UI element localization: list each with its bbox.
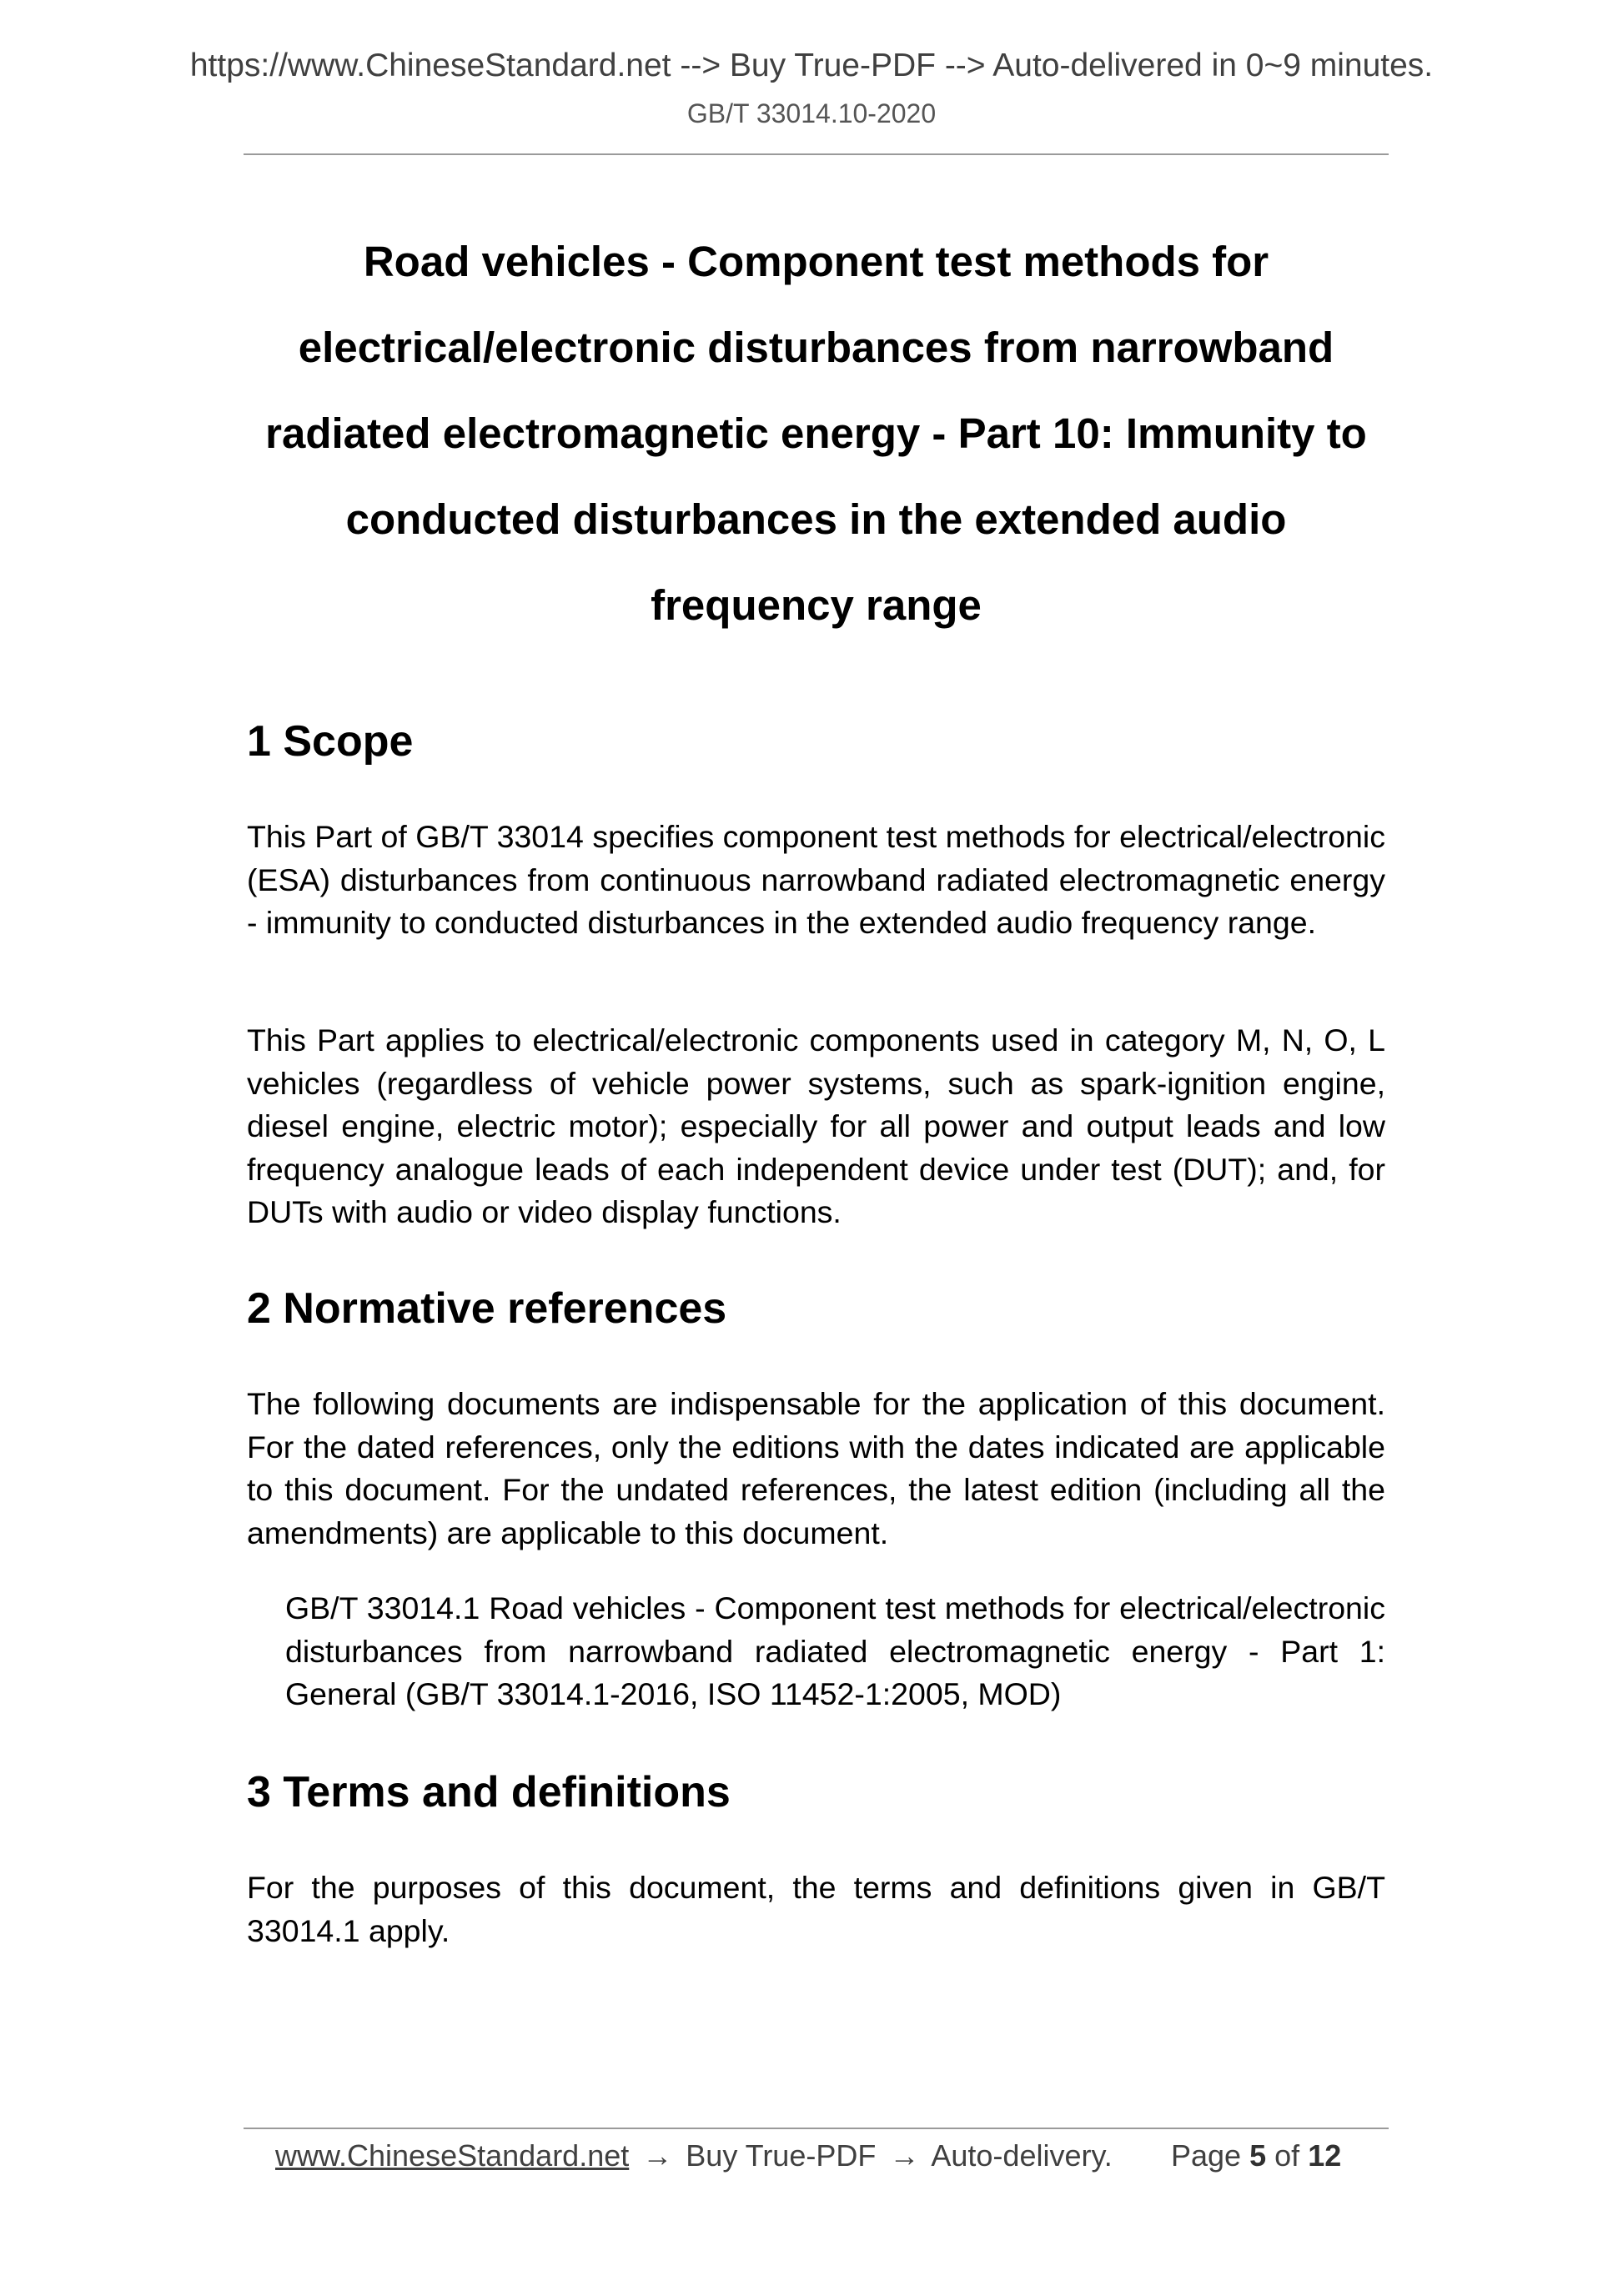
normative-references-paragraph: The following documents are indispensable for the application of this document. For the dated references, only the editions with the dates indicated are applicable to this document. For the undated references, the latest edition (including all the amendments) are applicable to this document. <box>247 1386 1385 1550</box>
title-line: electrical/electronic disturbances from narrowband <box>298 324 1334 371</box>
title-line: radiated electromagnetic energy - Part 10: Immunity to <box>265 409 1367 457</box>
footer-buy-text: Buy True-PDF <box>686 2138 877 2173</box>
page-number: 5 <box>1249 2138 1267 2173</box>
section-heading-terms: 3 Terms and definitions <box>247 1768 731 1816</box>
page-label: Page <box>1171 2138 1242 2173</box>
section-heading-scope: 1 Scope <box>247 717 414 766</box>
section-heading-normative-references: 2 Normative references <box>247 1284 727 1333</box>
scope-paragraph: This Part applies to electrical/electronic components used in category M, N, O, L vehicles (regardless of vehicle power systems, such as spark-ignition engine, diesel engine, electric motor); especially for all power and output leads and low frequency analogue leads of each independent device under test (DUT); and, for DUTs with audio or video display functions. <box>247 1022 1385 1229</box>
footer-delivery-text: Auto-delivery. <box>931 2138 1113 2173</box>
arrow-right-icon: → <box>889 2138 920 2173</box>
reference-entry: GB/T 33014.1 Road vehicles - Component test methods for electrical/electronic disturbances from narrowband radiated electromagnetic energy - Part 1: General (GB/T 33014.1-2016, ISO 11452-1:2005, MOD) <box>285 1590 1385 1711</box>
page-total: 12 <box>1308 2138 1342 2173</box>
terms-paragraph: For the purposes of this document, the terms and definitions given in GB/T 33014.1 apply. <box>247 1870 1385 1948</box>
arrow-right-icon: → <box>642 2138 673 2173</box>
header-divider <box>244 153 1389 155</box>
of-label: of <box>1274 2138 1300 2173</box>
document-code: GB/T 33014.10-2020 <box>686 98 937 128</box>
footer-divider <box>244 2128 1389 2129</box>
page-indicator <box>1171 2135 1341 2177</box>
page-footer <box>275 2135 1359 2177</box>
title-line: frequency range <box>651 581 982 629</box>
footer-site-link[interactable]: www.ChineseStandard.net <box>275 2138 630 2173</box>
scope-paragraph: This Part of GB/T 33014 specifies component test methods for electrical/electronic (ESA) disturbances from continuous narrowband radiated electromagnetic energy - immunity to conducted disturbances in the extended audio frequency range. <box>247 819 1385 940</box>
title-line: conducted disturbances in the extended audio <box>345 495 1287 543</box>
title-line: Road vehicles - Component test methods for <box>363 238 1269 285</box>
document-title <box>244 219 1389 648</box>
source-url-banner: https://www.ChineseStandard.net --> Buy True-PDF --> Auto-delivered in 0~9 minutes. <box>189 48 1434 83</box>
